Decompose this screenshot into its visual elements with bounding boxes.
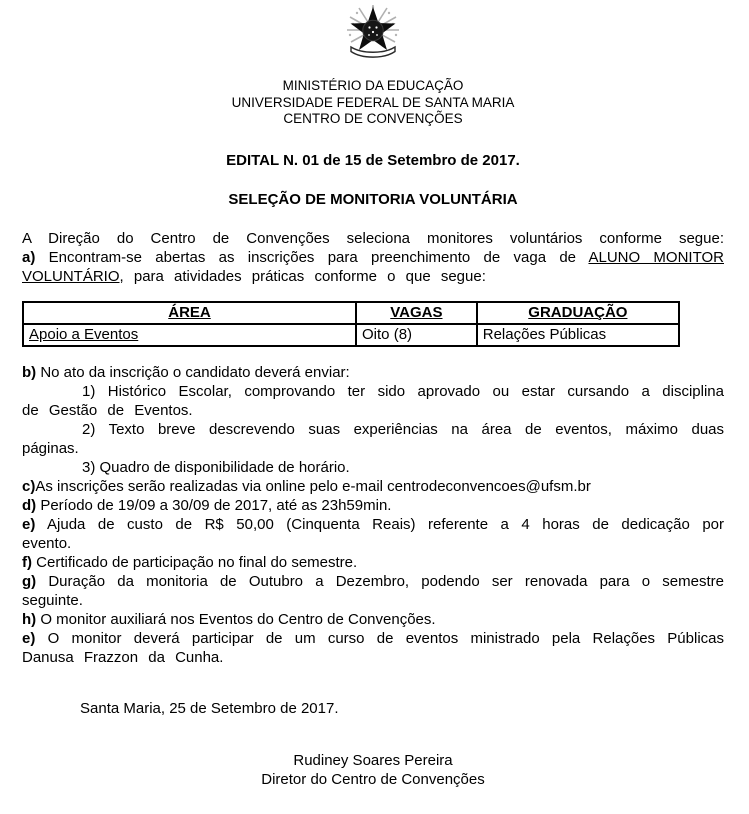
item-b-sub1: 1) Histórico Escolar, comprovando ter sido aprovado ou estar cursando a disciplina de Gestão de Eventos. xyxy=(22,382,724,419)
item-g-text: Duração da monitoria de Outubro a Dezembro, podendo ser renovada para o semestre seguinte. xyxy=(22,572,724,609)
selection-title: SELEÇÃO DE MONITORIA VOLUNTÁRIA xyxy=(228,190,518,208)
cell-area: Apoio a Eventos xyxy=(23,324,356,346)
item-b-paragraph xyxy=(22,363,724,382)
cell-graduacao: Relações Públicas xyxy=(477,324,679,346)
item-e-label: e) xyxy=(22,515,36,533)
item-b-sub3: 3) Quadro de disponibilidade de horário. xyxy=(82,458,350,476)
item-e2-text: O monitor deverá participar de um curso de eventos ministrado pela Relações Públicas Danusa Frazzon da Cunha. xyxy=(22,629,724,666)
cell-vagas: Oito (8) xyxy=(356,324,477,346)
item-g-paragraph xyxy=(22,572,724,610)
item-a-label: a) xyxy=(22,248,36,266)
item-h-paragraph xyxy=(22,610,724,629)
org-header xyxy=(22,78,724,128)
item-e-text: Ajuda de custo de R$ 50,00 (Cinquenta Reais) referente a 4 horas de dedicação por evento. xyxy=(22,515,724,552)
signature-name: Rudiney Soares Pereira xyxy=(293,751,453,769)
signature-block xyxy=(22,751,724,789)
item-a-underlined-phrase: ALUNO MONITOR VOLUNTÁRIO xyxy=(22,248,724,285)
item-e2-label: e) xyxy=(22,629,36,647)
ministry-line: MINISTÉRIO DA EDUCAÇÃO xyxy=(282,78,464,93)
item-h-text: O monitor auxiliará nos Eventos do Centro de Convenções. xyxy=(36,610,436,628)
department-line: CENTRO DE CONVENÇÕES xyxy=(283,111,463,126)
item-h-label: h) xyxy=(22,610,37,628)
brazil-coat-of-arms-icon xyxy=(343,4,403,62)
intro-paragraph: A Direção do Centro de Convenções seleciona monitores voluntários conforme segue: xyxy=(22,229,724,247)
signature-title: Diretor do Centro de Convenções xyxy=(261,770,485,788)
item-f-label: f) xyxy=(22,553,32,571)
item-b-text: No ato da inscrição o candidato deverá enviar: xyxy=(36,363,350,381)
item-c-text: As inscrições serão realizadas via online pelo e-mail centrodeconvencoes@ufsm.br xyxy=(35,477,591,495)
item-c-paragraph xyxy=(22,477,724,496)
table-row xyxy=(23,324,679,346)
item-e-paragraph xyxy=(22,515,724,553)
edital-title: EDITAL N. 01 de 15 de Setembro de 2017. xyxy=(226,151,520,169)
vacancies-table xyxy=(22,301,680,347)
item-d-paragraph xyxy=(22,496,724,515)
table-header-vagas: VAGAS xyxy=(356,302,477,324)
item-a-text-before: Encontram-se abertas as inscrições para preenchimento de vaga de xyxy=(35,248,589,266)
table-header-row xyxy=(23,302,679,324)
date-line: Santa Maria, 25 de Setembro de 2017. xyxy=(80,699,339,717)
item-d-text: Período de 19/09 a 30/09 de 2017, até as 23h59min. xyxy=(36,496,392,514)
item-b-label: b) xyxy=(22,363,37,381)
item-d-label: d) xyxy=(22,496,37,514)
item-a-paragraph xyxy=(22,248,724,286)
table-header-area: ÁREA xyxy=(23,302,356,324)
table-header-graduacao: GRADUAÇÃO xyxy=(477,302,679,324)
item-g-label: g) xyxy=(22,572,37,590)
item-b-sub2: 2) Texto breve descrevendo suas experiências na área de eventos, máximo duas páginas. xyxy=(22,420,724,457)
item-a-text-after: , para atividades práticas conforme o que segue: xyxy=(119,267,486,285)
item-f-text: Certificado de participação no final do semestre. xyxy=(32,553,358,571)
item-c-label: c) xyxy=(22,477,36,495)
item-e2-paragraph xyxy=(22,629,724,667)
university-line: UNIVERSIDADE FEDERAL DE SANTA MARIA xyxy=(231,94,515,110)
item-f-paragraph xyxy=(22,553,724,572)
